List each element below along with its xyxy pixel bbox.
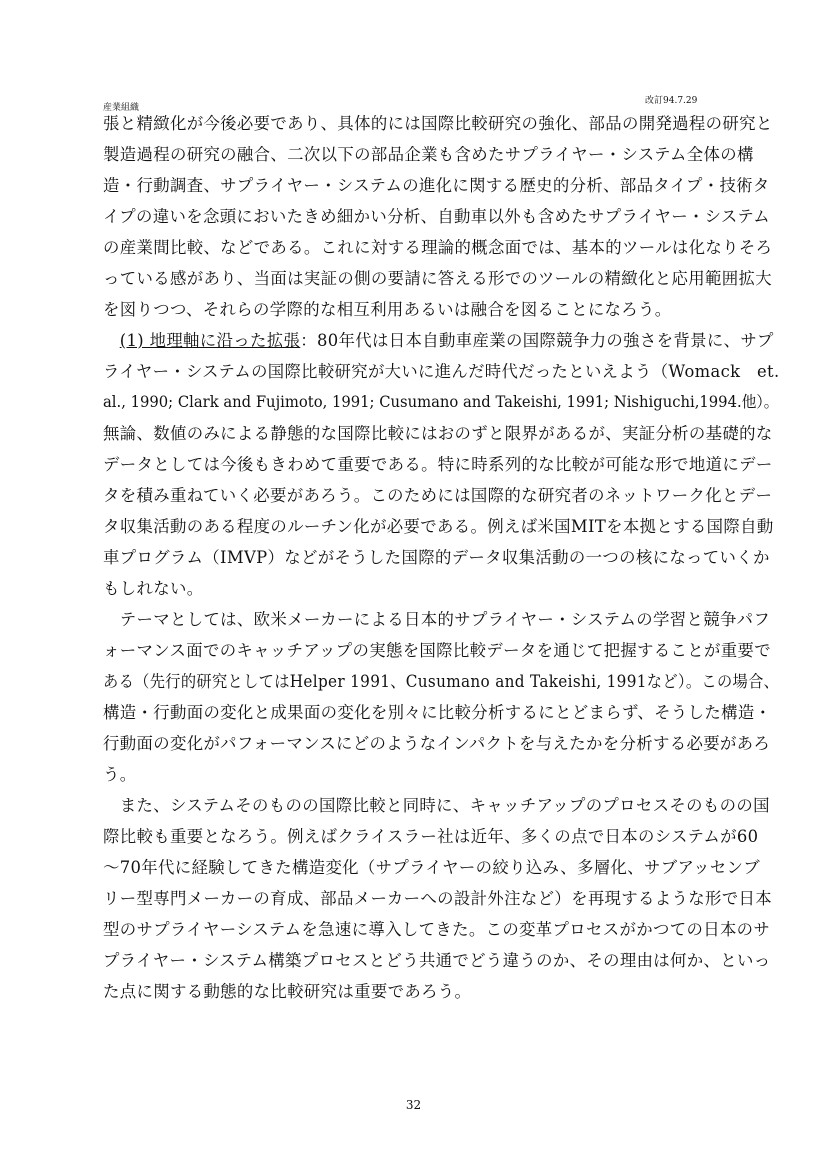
document-body xyxy=(103,108,779,1007)
text-line: もしれない。 xyxy=(103,579,204,598)
text-line: 行動面の変化がパフォーマンスにどのようなインパクトを与えたかを分析する必要があろ xyxy=(103,734,771,753)
text-line: タを積み重ねていく必要があろう。このためには国際的な研究者のネットワーク化とデー xyxy=(103,486,773,505)
text-line: 張と精緻化が今後必要であり、具体的には国際比較研究の強化、部品の開発過程の研究と xyxy=(103,114,773,133)
header-section-label: 産業組織 xyxy=(103,103,140,113)
text-line: 製造過程の研究の融合、二次以下の部品企業も含めたサプライヤー・システム全体の構 xyxy=(103,145,754,164)
text-line: っている感があり、当面は実証の側の要請に答える形でのツールの精緻化と応用範囲拡大 xyxy=(103,269,772,288)
text-line: を図りつつ、それらの学際的な相互利用あるいは融合を図ることになろう。 xyxy=(103,300,672,319)
section-first-line-text: ：80年代は日本自動車産業の国際競争力の強さを背景に、サプ xyxy=(300,331,774,350)
section-heading: (1) 地理軸に沿った拡張 xyxy=(119,331,301,350)
text-line: う。 xyxy=(103,765,137,784)
text-line: 際比較も重要となろう。例えばクライスラー社は近年、多くの点で日本のシステムが60 xyxy=(103,827,759,846)
text-line: また、システムそのものの国際比較と同時に、キャッチアップのプロセスそのものの国 xyxy=(103,796,770,815)
text-line: た点に関する動態的な比較研究は重要であろう。 xyxy=(103,982,472,1001)
text-line: ～70年代に経験してきた構造変化（サプライヤーの絞り込み、多層化、サブアッセンブ xyxy=(103,858,761,877)
text-line: ォーマンス面でのキャッチアップの実態を国際比較データを通じて把握することが重要で xyxy=(103,641,771,660)
text-line: 造・行動調査、サプライヤー・システムの進化に関する歴史的分析、部品タイプ・技術タ xyxy=(103,176,770,195)
text-line: リー型専門メーカーの育成、部品メーカーへの設計外注など）を再現するような形で日本 xyxy=(103,889,772,908)
text-line: テーマとしては、欧米メーカーによる日本的サプライヤー・システムの学習と競争パフ xyxy=(103,610,771,629)
section-first-line xyxy=(103,325,779,356)
text-line: タ収集活動のある程度のルーチン化が必要である。例えば米国MITを本拠とする国際自動 xyxy=(103,517,774,536)
header-revision-date: 改訂94.7.29 xyxy=(645,96,698,106)
text-line: ライヤー・システムの国際比較研究が大いに進んだ時代だったといえよう（Womack et. xyxy=(103,362,780,381)
text-line: 無論、数値のみによる静態的な国際比較にはおのずと限界があるが、実証分析の基礎的な xyxy=(103,424,773,443)
text-line: 構造・行動面の変化と成果面の変化を別々に比較分析するにとどまらず、そうした構造・ xyxy=(103,703,772,722)
text-line: プライヤー・システム構築プロセスとどう共通でどう違うのか、その理由は何か、といっ xyxy=(103,951,771,970)
text-line: イプの違いを念頭においたきめ細かい分析、自動車以外も含めたサプライヤー・システム xyxy=(103,207,770,226)
text-line: 型のサプライヤーシステムを急速に導入してきた。この変革プロセスがかつての日本のサ xyxy=(103,920,771,939)
page-number: 32 xyxy=(405,1098,422,1112)
text-line: データとしては今後もきわめて重要である。特に時系列的な比較が可能な形で地道にデー xyxy=(103,455,773,474)
text-line: ある（先行的研究としてはHelper 1991、Cusumano and Takeishi, 1991など）。この場合、 xyxy=(103,672,780,691)
text-line: 車プログラム（IMVP）などがそうした国際的データ収集活動の一つの核になっていくか xyxy=(103,548,770,567)
text-line: の産業間比較、などである。これに対する理論的概念面では、基本的ツールは化なりそろ xyxy=(103,238,773,257)
text-line: al., 1990; Clark and Fujimoto, 1991; Cusumano and Takeishi, 1991; Nishiguchi,1994.他）。 xyxy=(103,393,779,411)
